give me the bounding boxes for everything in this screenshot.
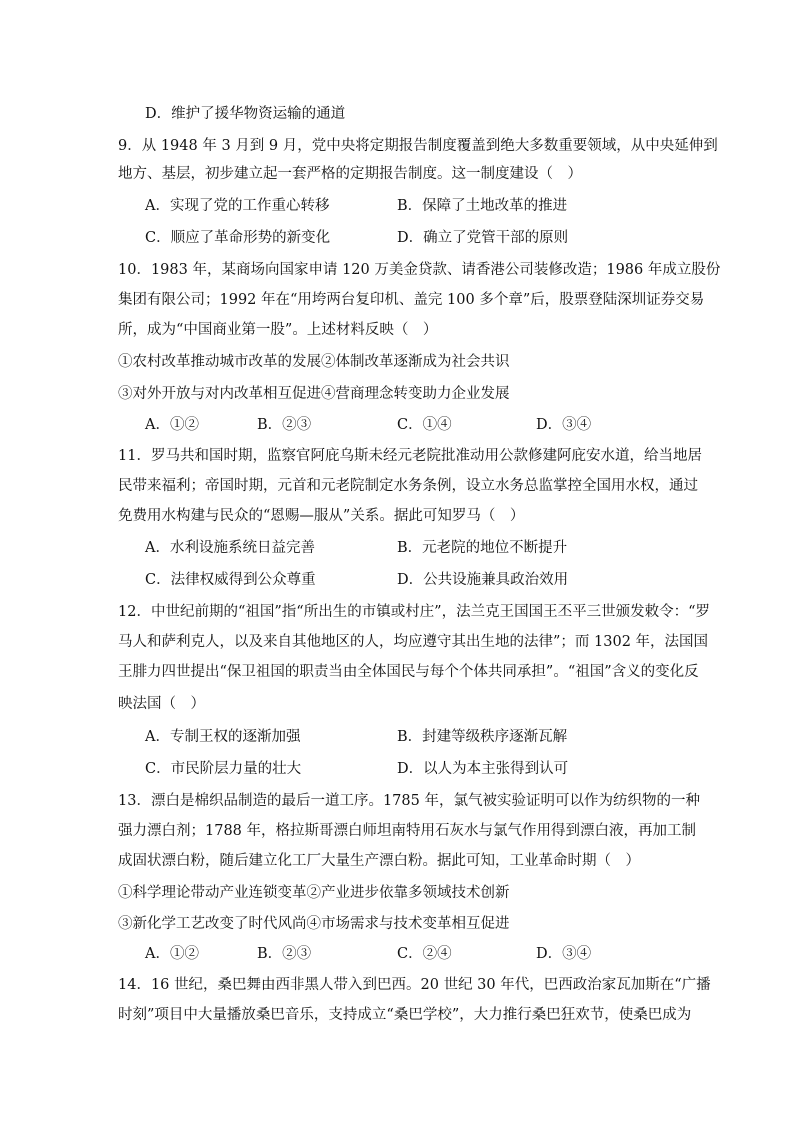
q12-option-c: C．市民阶层力量的壮大 [145, 761, 302, 777]
q9-stem-line: 地方、基层，初步建立起一套严格的定期报告制度。这一制度建设（ ） [118, 166, 582, 182]
q14-stem-line: 14．16 世纪，桑巴舞由西非黑人带入到巴西。20 世纪 30 年代，巴西政治家瓦加斯在“广播 [118, 977, 711, 993]
q10-stem-line: 10．1983 年，某商场向国家申请 120 万美金贷款、请香港公司装修改造；1986 年成立股份 [118, 262, 721, 278]
q10-statement: ①农村改革推动城市改革的发展②体制改革逐渐成为社会共识 [118, 354, 510, 370]
q11-stem-line: 11．罗马共和国时期，监察官阿庇乌斯未经元老院批准动用公款修建阿庇安水道，给当地居 [118, 448, 702, 464]
q12-stem-line: 映法国（ ） [118, 696, 205, 712]
q12-stem-line: 王腓力四世提出“保卫祖国的职责当由全体国民与每个个体共同承担”。“祖国”含义的变化反 [118, 664, 699, 680]
q13-stem-line: 成固状漂白粉，随后建立化工厂大量生产漂白粉。据此可知，工业革命时期（ ） [118, 853, 640, 869]
q10-statement: ③对外开放与对内改革相互促进④营商理念转变助力企业发展 [118, 386, 510, 402]
q10-stem-line: 所，成为“中国商业第一股”。上述材料反映（ ） [118, 322, 438, 338]
q10-option-b: B．②③ [257, 417, 312, 433]
q13-stem-line: 强力漂白剂；1788 年，格拉斯哥漂白师坦南特用石灰水与氯气作用得到漂白液，再加工制 [118, 823, 697, 839]
q10-stem-line: 集团有限公司；1992 年在“用垮两台复印机、盖完 100 多个章”后，股票登陆深圳证券交易 [118, 292, 705, 308]
q13-statement: ①科学理论带动产业连锁变革②产业进步依靠多领域技术创新 [118, 885, 510, 901]
q13-statement: ③新化学工艺改变了时代风尚④市场需求与技术变革相互促进 [118, 916, 510, 932]
q12-stem-line: 12．中世纪前期的“祖国”指“所出生的市镇或村庄”，法兰克王国国王丕平三世颁发敕令：“罗 [118, 604, 711, 620]
q11-stem-line: 民带来福利；帝国时期，元首和元老院制定水务条例，设立水务总监掌控全国用水权，通过 [118, 478, 698, 494]
q13-stem-line: 13．漂白是棉织品制造的最后一道工序。1785 年，氯气被实验证明可以作为纺织物的一种 [118, 793, 700, 809]
q12-option-a: A．专制王权的逐渐加强 [145, 729, 301, 745]
q11-option-a: A．水利设施系统日益完善 [145, 540, 315, 556]
q11-option-b: B．元老院的地位不断提升 [397, 540, 568, 556]
q10-option-c: C．①④ [397, 417, 452, 433]
q10-option-a: A．①② [145, 417, 199, 433]
q13-option-d: D．③④ [536, 946, 592, 962]
q12-stem-line: 马人和萨利克人，以及来自其他地区的人，均应遵守其出生地的法律”；而 1302 年，法国国 [118, 634, 709, 650]
q10-option-d: D．③④ [536, 417, 592, 433]
q13-option-a: A．①② [145, 946, 199, 962]
q12-option-d: D．以人为本主张得到认可 [397, 761, 569, 777]
q9-option-d: D．确立了党管干部的原则 [397, 230, 569, 246]
q14-stem-line: 时刻”项目中大量播放桑巴音乐，支持成立“桑巴学校”，大力推行桑巴狂欢节，使桑巴成为 [118, 1007, 692, 1023]
q11-option-d: D．公共设施兼具政治效用 [397, 572, 569, 588]
q11-option-c: C．法律权威得到公众尊重 [145, 572, 316, 588]
q9-option-a: A．实现了党的工作重心转移 [145, 198, 330, 214]
q8-option-d: D．维护了援华物资运输的通道 [145, 106, 346, 122]
q11-stem-line: 免费用水构建与民众的“恩赐—服从”关系。据此可知罗马（ ） [118, 508, 525, 524]
q12-option-b: B．封建等级秩序逐渐瓦解 [397, 729, 568, 745]
q9-option-b: B．保障了土地改革的推进 [397, 198, 568, 214]
q13-option-c: C．②④ [397, 946, 452, 962]
q9-stem-line: 9．从 1948 年 3 月到 9 月，党中央将定期报告制度覆盖到绝大多数重要领域，从中央延伸到 [118, 138, 718, 154]
q13-option-b: B．②③ [257, 946, 312, 962]
q9-option-c: C．顺应了革命形势的新变化 [145, 230, 331, 246]
